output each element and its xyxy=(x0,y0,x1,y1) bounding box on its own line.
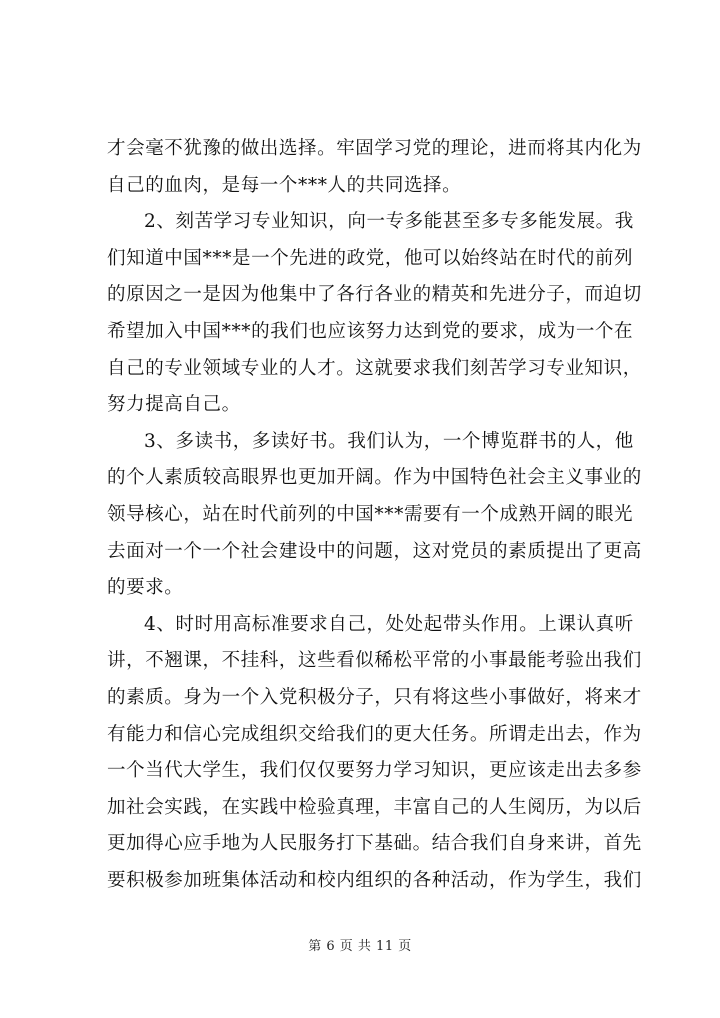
document-body xyxy=(107,131,642,899)
text-line: 有能力和信心完成组织交给我们的更大任务。所谓走出去，作为 xyxy=(107,723,642,745)
text-line: 希望加入中国***的我们也应该努力达到党的要求，成为一个在 xyxy=(107,320,634,342)
text-line: 加社会实践，在实践中检验真理，丰富自己的人生阅历，为以后 xyxy=(107,796,642,818)
text-line: 的要求。 xyxy=(107,577,184,599)
text-line: 自己的血肉，是每一个***人的共同选择。 xyxy=(107,174,462,196)
page-number-footer: 第 6 页 共 11 页 xyxy=(308,939,412,954)
text-line: 自己的专业领域专业的人才。这就要求我们刻苦学习专业知识， xyxy=(107,357,642,379)
text-line: 的原因之一是因为他集中了各行各业的精英和先进分子，而迫切 xyxy=(107,284,642,306)
text-line: 领导核心，站在时代前列的中国***需要有一个成熟开阔的眼光 xyxy=(107,503,634,525)
text-line: 才会毫不犹豫的做出选择。牢固学习党的理论，进而将其内化为 xyxy=(107,138,642,159)
text-line: 要积极参加班集体活动和校内组织的各种活动，作为学生，我们 xyxy=(107,869,642,891)
text-line: 3、多读书，多读好书。我们认为，一个博览群书的人，他 xyxy=(144,430,634,452)
text-line: 的个人素质较高眼界也更加开阔。作为中国特色社会主义事业的 xyxy=(107,467,642,489)
text-line: 的素质。身为一个入党积极分子，只有将这些小事做好，将来才 xyxy=(107,686,642,708)
text-line: 一个当代大学生，我们仅仅要努力学习知识，更应该走出去多参 xyxy=(107,760,642,782)
text-line: 4、时时用高标准要求自己，处处起带头作用。上课认真听 xyxy=(144,613,634,635)
text-line: 去面对一个一个社会建设中的问题，这对党员的素质提出了更高 xyxy=(107,540,642,562)
text-line: 们知道中国***是一个先进的政党，他可以始终站在时代的前列 xyxy=(107,247,634,269)
text-line: 更加得心应手地为人民服务打下基础。结合我们自身来讲，首先 xyxy=(107,833,642,855)
text-line: 努力提高自己。 xyxy=(107,394,241,416)
text-line: 讲，不翘课，不挂科，这些看似稀松平常的小事最能考验出我们 xyxy=(107,650,642,672)
text-line: 2、刻苦学习专业知识，向一专多能甚至多专多能发展。我 xyxy=(144,211,634,233)
